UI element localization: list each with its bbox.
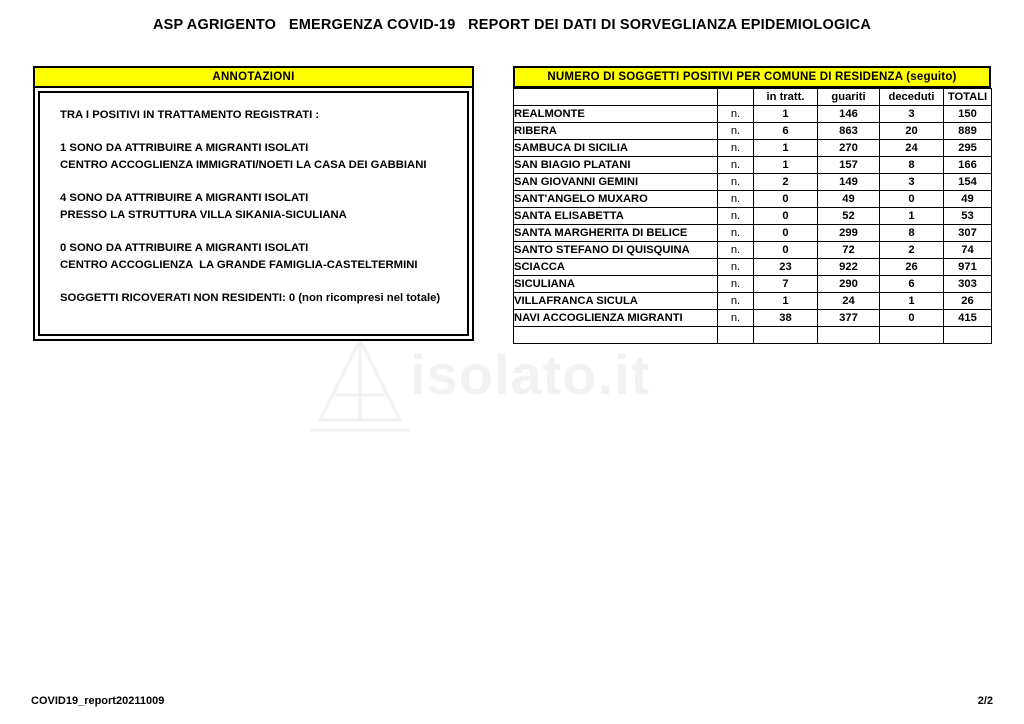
table-header-row xyxy=(514,89,992,106)
annotation-spacer xyxy=(60,274,467,290)
cell-guariti: 863 xyxy=(818,123,880,140)
cell-unit: n. xyxy=(718,157,754,174)
annotations-body xyxy=(38,91,469,336)
cell-guariti: 72 xyxy=(818,242,880,259)
table-row xyxy=(514,123,992,140)
col-header-in-trattamento: in tratt. xyxy=(754,89,818,106)
cell-deceduti: 8 xyxy=(880,157,944,174)
cell-unit: n. xyxy=(718,225,754,242)
cell-in-trattamento: 1 xyxy=(754,293,818,310)
table-row xyxy=(514,276,992,293)
cell-totali: 154 xyxy=(944,174,992,191)
cell-in-trattamento: 1 xyxy=(754,106,818,123)
table-row xyxy=(514,174,992,191)
col-header-totali: TOTALI xyxy=(944,89,992,106)
cell-totali: 415 xyxy=(944,310,992,327)
cell-guariti: 24 xyxy=(818,293,880,310)
cell-in-trattamento xyxy=(754,327,818,344)
cell-deceduti: 0 xyxy=(880,191,944,208)
col-header-deceduti: deceduti xyxy=(880,89,944,106)
annotation-line: PRESSO LA STRUTTURA VILLA SIKANIA-SICULIANA xyxy=(60,209,347,221)
cell-comune: REALMONTE xyxy=(514,106,718,123)
table-row xyxy=(514,140,992,157)
cell-in-trattamento: 6 xyxy=(754,123,818,140)
cell-in-trattamento: 1 xyxy=(754,140,818,157)
cell-comune: SAN BIAGIO PLATANI xyxy=(514,157,718,174)
cell-comune: VILLAFRANCA SICULA xyxy=(514,293,718,310)
cell-guariti: 157 xyxy=(818,157,880,174)
cell-comune: SANT'ANGELO MUXARO xyxy=(514,191,718,208)
table-row xyxy=(514,242,992,259)
cell-guariti: 149 xyxy=(818,174,880,191)
cell-totali: 150 xyxy=(944,106,992,123)
cell-totali: 74 xyxy=(944,242,992,259)
annotation-line: CENTRO ACCOGLIENZA LA GRANDE FAMIGLIA-CASTELTERMINI xyxy=(60,259,418,271)
annotation-line: SOGGETTI RICOVERATI NON RESIDENTI: 0 (non ricompresi nel totale) xyxy=(60,292,441,304)
cell-in-trattamento: 0 xyxy=(754,242,818,259)
table-row xyxy=(514,259,992,276)
annotation-spacer xyxy=(60,174,467,190)
cell-unit: n. xyxy=(718,174,754,191)
cell-unit: n. xyxy=(718,208,754,225)
cell-comune xyxy=(514,327,718,344)
cell-in-trattamento: 23 xyxy=(754,259,818,276)
cell-unit: n. xyxy=(718,310,754,327)
cell-totali: 26 xyxy=(944,293,992,310)
cell-unit: n. xyxy=(718,276,754,293)
positives-table xyxy=(513,88,992,344)
cell-deceduti: 24 xyxy=(880,140,944,157)
col-header-comune xyxy=(514,89,718,106)
annotation-line: 0 SONO DA ATTRIBUIRE A MIGRANTI ISOLATI xyxy=(60,242,309,254)
annotation-spacer xyxy=(60,124,467,140)
cell-in-trattamento: 0 xyxy=(754,225,818,242)
positives-table-panel xyxy=(513,66,991,344)
table-row xyxy=(514,225,992,242)
cell-comune: SCIACCA xyxy=(514,259,718,276)
cell-comune: SANTO STEFANO DI QUISQUINA xyxy=(514,242,718,259)
table-row xyxy=(514,106,992,123)
positives-table-header: NUMERO DI SOGGETTI POSITIVI PER COMUNE DI RESIDENZA (seguito) xyxy=(513,66,991,88)
annotations-header: ANNOTAZIONI xyxy=(35,68,472,88)
cell-guariti: 49 xyxy=(818,191,880,208)
col-header-guariti: guariti xyxy=(818,89,880,106)
cell-comune: SANTA ELISABETTA xyxy=(514,208,718,225)
cell-totali: 889 xyxy=(944,123,992,140)
cell-in-trattamento: 0 xyxy=(754,208,818,225)
cell-in-trattamento: 38 xyxy=(754,310,818,327)
table-row xyxy=(514,191,992,208)
table-row-empty xyxy=(514,327,992,344)
cell-unit: n. xyxy=(718,191,754,208)
cell-deceduti xyxy=(880,327,944,344)
cell-in-trattamento: 2 xyxy=(754,174,818,191)
cell-comune: RIBERA xyxy=(514,123,718,140)
cell-unit: n. xyxy=(718,106,754,123)
cell-guariti: 270 xyxy=(818,140,880,157)
cell-unit: n. xyxy=(718,123,754,140)
cell-comune: SAMBUCA DI SICILIA xyxy=(514,140,718,157)
cell-deceduti: 26 xyxy=(880,259,944,276)
cell-deceduti: 3 xyxy=(880,106,944,123)
cell-guariti: 299 xyxy=(818,225,880,242)
cell-totali xyxy=(944,327,992,344)
cell-totali: 307 xyxy=(944,225,992,242)
cell-in-trattamento: 0 xyxy=(754,191,818,208)
annotation-line: 4 SONO DA ATTRIBUIRE A MIGRANTI ISOLATI xyxy=(60,192,309,204)
cell-deceduti: 0 xyxy=(880,310,944,327)
cell-guariti: 52 xyxy=(818,208,880,225)
cell-totali: 53 xyxy=(944,208,992,225)
cell-deceduti: 2 xyxy=(880,242,944,259)
cell-comune: SANTA MARGHERITA DI BELICE xyxy=(514,225,718,242)
cell-unit: n. xyxy=(718,293,754,310)
cell-guariti: 922 xyxy=(818,259,880,276)
cell-guariti xyxy=(818,327,880,344)
cell-guariti: 290 xyxy=(818,276,880,293)
cell-totali: 303 xyxy=(944,276,992,293)
table-row xyxy=(514,293,992,310)
annotation-line: CENTRO ACCOGLIENZA IMMIGRATI/NOETI LA CASA DEI GABBIANI xyxy=(60,159,427,171)
cell-totali: 971 xyxy=(944,259,992,276)
annotation-line: TRA I POSITIVI IN TRATTAMENTO REGISTRATI : xyxy=(60,109,320,121)
cell-in-trattamento: 7 xyxy=(754,276,818,293)
cell-guariti: 146 xyxy=(818,106,880,123)
page-title: ASP AGRIGENTO EMERGENZA COVID-19 REPORT DEI DATI DI SORVEGLIANZA EPIDEMIOLOGICA xyxy=(152,17,872,33)
cell-deceduti: 20 xyxy=(880,123,944,140)
cell-unit: n. xyxy=(718,259,754,276)
cell-deceduti: 3 xyxy=(880,174,944,191)
cell-unit: n. xyxy=(718,242,754,259)
footer-page-number: 2/2 xyxy=(977,695,993,707)
watermark-text: isolato.it xyxy=(410,343,651,406)
cell-comune: NAVI ACCOGLIENZA MIGRANTI xyxy=(514,310,718,327)
annotation-line: 1 SONO DA ATTRIBUIRE A MIGRANTI ISOLATI xyxy=(60,142,309,154)
cell-comune: SAN GIOVANNI GEMINI xyxy=(514,174,718,191)
cell-deceduti: 8 xyxy=(880,225,944,242)
cell-comune: SICULIANA xyxy=(514,276,718,293)
cell-unit: n. xyxy=(718,140,754,157)
cell-unit xyxy=(718,327,754,344)
annotations-panel xyxy=(33,66,474,341)
cell-totali: 49 xyxy=(944,191,992,208)
table-row xyxy=(514,157,992,174)
footer-document-id: COVID19_report20211009 xyxy=(31,695,165,707)
cell-deceduti: 1 xyxy=(880,293,944,310)
cell-totali: 166 xyxy=(944,157,992,174)
cell-guariti: 377 xyxy=(818,310,880,327)
cell-in-trattamento: 1 xyxy=(754,157,818,174)
col-header-unit xyxy=(718,89,754,106)
cell-totali: 295 xyxy=(944,140,992,157)
cell-deceduti: 6 xyxy=(880,276,944,293)
annotation-spacer xyxy=(60,224,467,240)
table-row xyxy=(514,310,992,327)
cell-deceduti: 1 xyxy=(880,208,944,225)
table-row xyxy=(514,208,992,225)
